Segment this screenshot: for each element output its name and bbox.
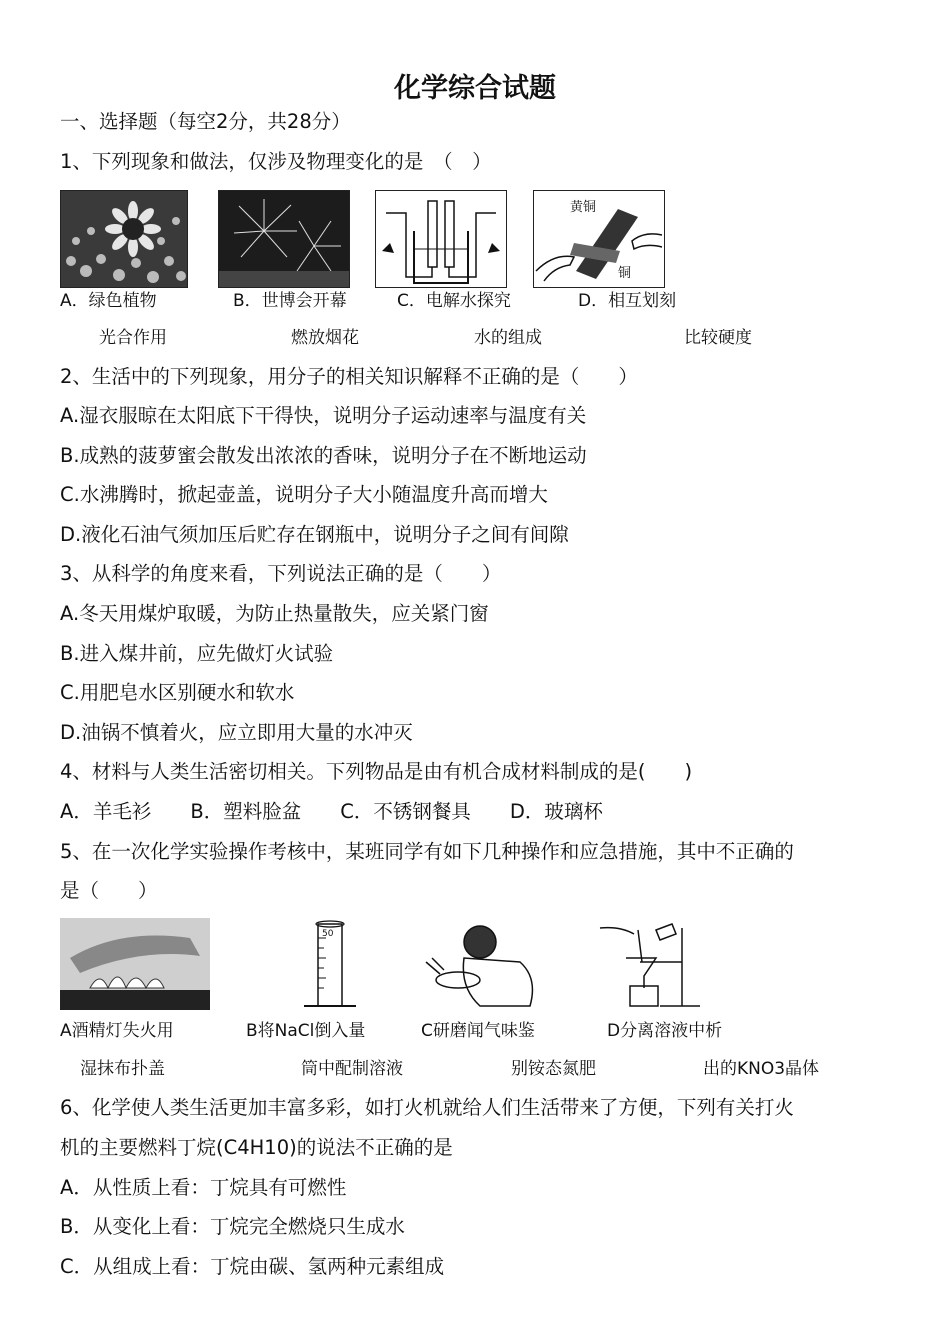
q1-image-scratch-test — [533, 190, 665, 288]
q5-option-b-line2: 筒中配制溶液 — [301, 1059, 403, 1079]
q5-option-b-line1: B将NaCl倒入量 — [246, 1021, 366, 1041]
q3-option-d: D.油锅不慎着火，应立即用大量的水冲灭 — [60, 721, 413, 744]
q5-stem-line2: 是（ ） — [60, 879, 158, 902]
q4-options: A．羊毛衫 B．塑料脸盆 C．不锈钢餐具 D．玻璃杯 — [60, 800, 603, 823]
q1-image-fireworks — [218, 190, 350, 288]
q6-option-a: A．从性质上看：丁烷具有可燃性 — [60, 1176, 347, 1199]
q6-stem-line1: 6、化学使人类生活更加丰富多彩，如打火机就给人们生活带来了方便，下列有关打火 — [60, 1096, 794, 1119]
q5-option-d-line2: 出的KNO3晶体 — [703, 1059, 820, 1079]
q1-option-b-line1: B．世博会开幕 — [233, 291, 347, 311]
q2-option-b: B.成熟的菠萝蜜会散发出浓浓的香味，说明分子在不断地运动 — [60, 444, 587, 467]
q5-stem-line1: 5、在一次化学实验操作考核中，某班同学有如下几种操作和应急措施，其中不正确的 — [60, 840, 794, 863]
q2-option-a: A.湿衣服晾在太阳底下干得快，说明分子运动速率与温度有关 — [60, 404, 587, 427]
q3-option-b: B.进入煤井前，应先做灯火试验 — [60, 642, 334, 665]
q3-option-a: A.冬天用煤炉取暖，为防止热量散失，应关紧门窗 — [60, 602, 489, 625]
section-heading: 一、选择题（每空2分，共28分） — [60, 110, 351, 133]
q1-image-sunflowers — [60, 190, 188, 288]
copper-label: 铜 — [618, 266, 632, 281]
q3-option-c: C.用肥皂水区别硬水和软水 — [60, 681, 295, 704]
q1-option-b-line2: 燃放烟花 — [291, 328, 359, 348]
q1-option-c-line1: C．电解水探究 — [397, 291, 511, 311]
q2-option-c: C.水沸腾时，掀起壶盖，说明分子大小随温度升高而增大 — [60, 483, 548, 506]
q5-option-c-line2: 别铵态氮肥 — [511, 1059, 596, 1079]
q6-option-b: B．从变化上看：丁烷完全燃烧只生成水 — [60, 1215, 405, 1238]
q1-option-d-line2: 比较硬度 — [684, 328, 752, 348]
q4-stem: 4、材料与人类生活密切相关。下列物品是由有机合成材料制成的是( ) — [60, 760, 693, 783]
q2-option-d: D.液化石油气须加压后贮存在钢瓶中，说明分子之间有间隙 — [60, 523, 569, 546]
q5-option-d-line1: D分离溶液中析 — [607, 1021, 723, 1041]
q1-image-electrolysis — [375, 190, 507, 288]
cylinder-label: 50 — [322, 929, 334, 939]
q5-option-a-line1: A酒精灯失火用 — [60, 1021, 174, 1041]
q6-stem-line2: 机的主要燃料丁烷(C4H10)的说法不正确的是 — [60, 1136, 453, 1159]
brass-label: 黄铜 — [570, 200, 597, 215]
q1-option-a-line2: 光合作用 — [99, 328, 167, 348]
q5-image-strip — [60, 918, 705, 1010]
q6-option-c: C．从组成上看：丁烷由碳、氢两种元素组成 — [60, 1255, 445, 1278]
q1-option-a-line1: A．绿色植物 — [60, 291, 157, 311]
page-title: 化学综合试题 — [394, 73, 556, 104]
q1-option-d-line1: D．相互划刻 — [578, 291, 677, 311]
q5-image-a — [60, 918, 210, 1010]
q5-option-a-line2: 湿抹布扑盖 — [80, 1059, 165, 1079]
q2-stem: 2、生活中的下列现象，用分子的相关知识解释不正确的是（ ） — [60, 365, 638, 388]
q1-stem: 1、下列现象和做法，仅涉及物理变化的是 （ ） — [60, 150, 492, 173]
q1-option-c-line2: 水的组成 — [474, 328, 542, 348]
q3-stem: 3、从科学的角度来看，下列说法正确的是（ ） — [60, 562, 502, 585]
q5-option-c-line1: C研磨闻气味鉴 — [421, 1021, 535, 1041]
